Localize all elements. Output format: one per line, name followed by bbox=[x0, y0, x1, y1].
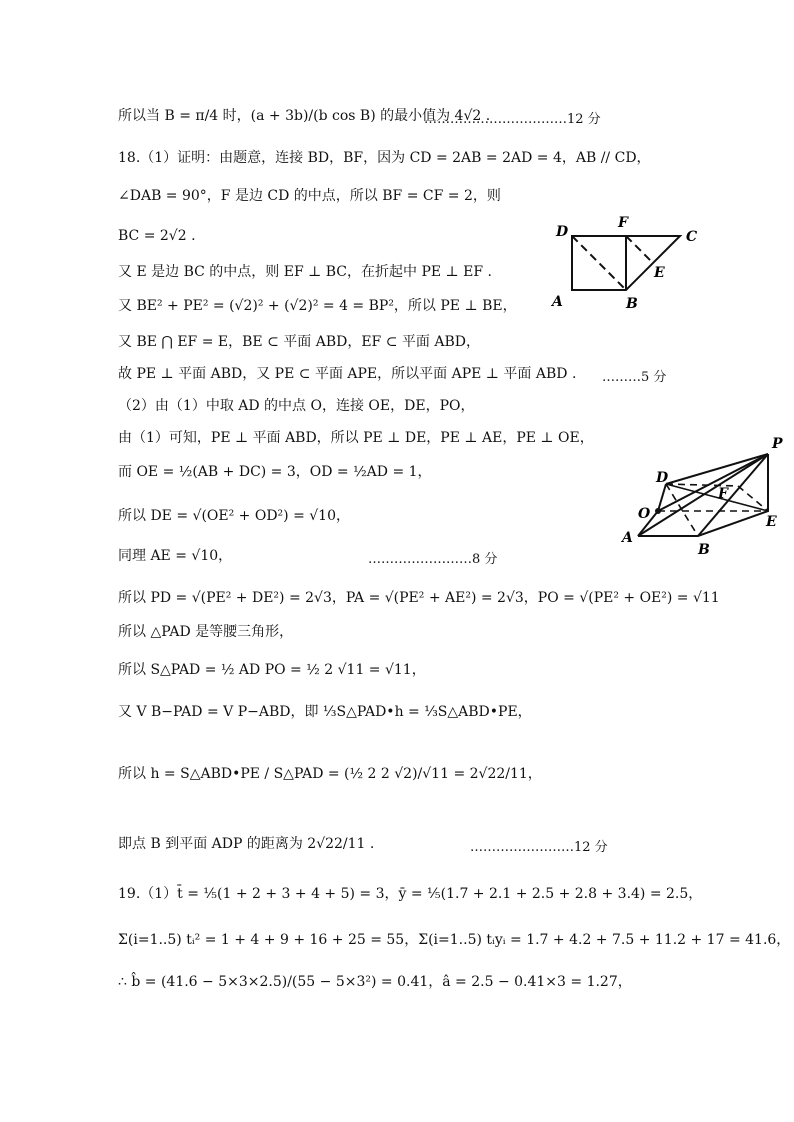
line-21: Σ(i=1..5) tᵢ² = 1 + 4 + 9 + 16 + 25 = 55，Σ(i=1..5) tᵢyᵢ = 1.7 + 4.2 + 7.5 + 11.2 + 17 = 41.6， bbox=[118, 932, 791, 948]
line-14: 所以 PD = √(PE² + DE²) = 2√3，PA = √(PE² + AE²) = 2√3，PO = √(PE² + OE²) = √11 bbox=[118, 590, 720, 606]
score-mark-12: ……………………………12 分 bbox=[424, 112, 601, 127]
line-10: 由（1）可知，PE ⊥ 平面 ABD，所以 PE ⊥ DE，PE ⊥ AE，PE ⊥ OE， bbox=[118, 430, 594, 446]
line-19: 即点 B 到平面 ADP 的距离为 2√22/11 . bbox=[118, 836, 375, 852]
label-B: B bbox=[626, 296, 638, 312]
label-F2: F bbox=[718, 486, 728, 502]
label-P: P bbox=[772, 436, 783, 452]
trapezoid-figure bbox=[550, 214, 710, 318]
line-1: 所以当 B = π/4 时，(a + 3b)/(b cos B) 的最小值为 4√2 . bbox=[118, 108, 491, 124]
score-mark-5: ………5 分 bbox=[602, 370, 667, 385]
label-E: E bbox=[654, 265, 665, 281]
line-8: 故 PE ⊥ 平面 ABD，又 PE ⊂ 平面 APE，所以平面 APE ⊥ 平面 ABD . bbox=[118, 366, 577, 382]
line-17: 又 V B−PAD = V P−ABD，即 ⅓S△PAD•h = ⅓S△ABD•PE， bbox=[118, 704, 532, 720]
line-4: BC = 2√2 . bbox=[118, 228, 196, 244]
pyramid-figure bbox=[618, 434, 788, 568]
line-16: 所以 S△PAD = ½ AD PO = ½ 2 √11 = √11， bbox=[118, 662, 426, 678]
line-5: 又 E 是边 BC 的中点，则 EF ⊥ BC，在折起中 PE ⊥ EF . bbox=[118, 264, 492, 280]
line-7: 又 BE ⋂ EF = E，BE ⊂ 平面 ABD，EF ⊂ 平面 ABD， bbox=[118, 334, 480, 350]
label-D: D bbox=[556, 224, 569, 240]
label-A: A bbox=[552, 294, 563, 310]
label-A2: A bbox=[622, 530, 633, 546]
score-mark-8: ……………………8 分 bbox=[368, 552, 498, 567]
line-12: 所以 DE = √(OE² + OD²) = √10， bbox=[118, 508, 350, 524]
label-D2: D bbox=[656, 470, 669, 486]
line-11: 而 OE = ½(AB + DC) = 3，OD = ½AD = 1， bbox=[118, 464, 432, 480]
line-6: 又 BE² + PE² = (√2)² + (√2)² = 4 = BP²，所以 PE ⊥ BE， bbox=[118, 298, 517, 314]
label-E2: E bbox=[766, 514, 777, 530]
label-B2: B bbox=[698, 542, 710, 558]
segment-DB bbox=[572, 236, 626, 290]
label-F: F bbox=[618, 215, 628, 231]
point-O bbox=[655, 508, 661, 514]
label-O: O bbox=[638, 506, 651, 522]
line-18: 所以 h = S△ABD•PE / S△PAD = (½ 2 2 √2)/√11 = 2√22/11， bbox=[118, 766, 542, 782]
line-15: 所以 △PAD 是等腰三角形， bbox=[118, 624, 294, 640]
segment-FE bbox=[626, 236, 653, 263]
line-22: ∴ b̂ = (41.6 − 5×3×2.5)/(55 − 5×3²) = 0.41，â = 2.5 − 0.41×3 = 1.27， bbox=[118, 974, 632, 990]
line-13: 同理 AE = √10， bbox=[118, 548, 233, 564]
line-9: （2）由（1）中取 AD 的中点 O，连接 OE，DE，PO， bbox=[118, 398, 475, 414]
line-2: 18.（1）证明：由题意，连接 BD，BF，因为 CD = 2AB = 2AD = 4，AB // CD， bbox=[118, 150, 651, 166]
line-20: 19.（1）t̄ = ⅕(1 + 2 + 3 + 4 + 5) = 3，ȳ = ⅕(1.7 + 2.1 + 2.5 + 2.8 + 3.4) = 2.5， bbox=[118, 886, 703, 902]
line-3: ∠DAB = 90°，F 是边 CD 的中点，所以 BF = CF = 2，则 bbox=[118, 188, 501, 204]
label-C: C bbox=[686, 229, 698, 245]
score-mark-12b: ……………………12 分 bbox=[470, 840, 608, 855]
